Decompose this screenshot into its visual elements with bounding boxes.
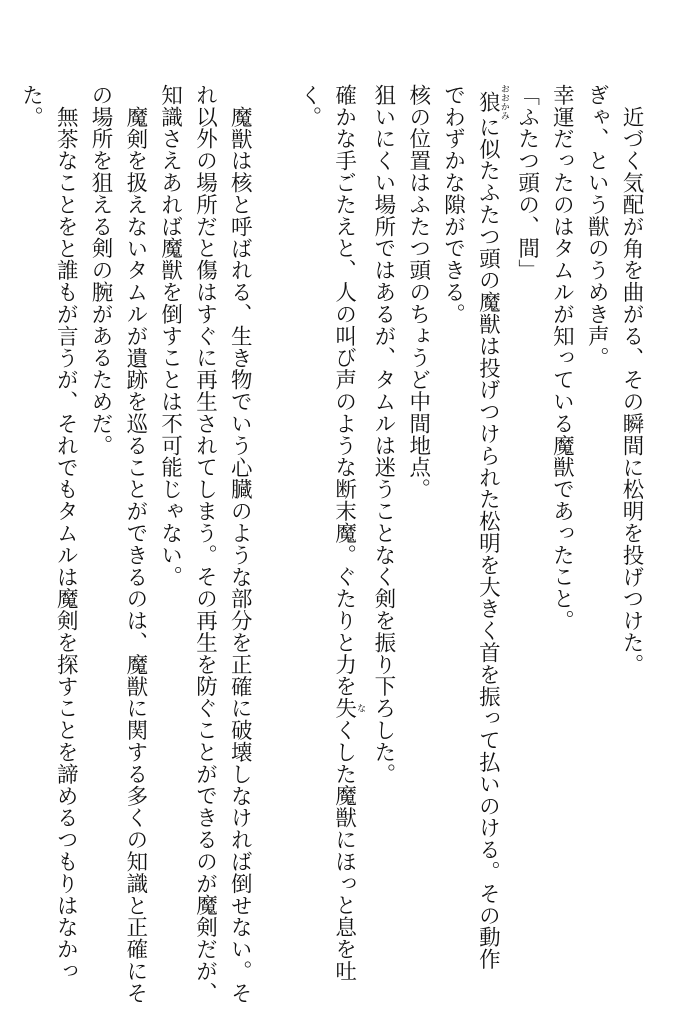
ruby-lose <box>331 697 366 720</box>
text-line-1: 近づく気配が角を曲がる、その瞬間に松明を投げつけた。 <box>619 105 644 675</box>
text-line-3: 幸運だったのはタムルが知っている魔獣であったこと。 <box>549 84 575 632</box>
text-line-6: でわずかな隙ができる。 <box>440 84 466 325</box>
ruby-reading-wolf: おおかみ <box>498 84 509 120</box>
ruby-wolf <box>475 84 509 120</box>
text-line-5 <box>470 84 509 984</box>
text-line-9-start: 確かな手ごたえと、人の叫び声のような断末魔。ぐたりと力を <box>331 84 357 698</box>
text-line-12: 魔獣は核と呼ばれる、生き物でいう心臓のような部分を正確に破壊しなければ倒せない。そ <box>227 105 253 1004</box>
ruby-reading-lose: な <box>355 697 366 720</box>
text-line-15: 魔剣を扱えないタムルが遺跡を巡ることができるのは、魔獣に関する多くの知識と正確にそ <box>122 105 148 1004</box>
text-line-14: 知識さえあれば魔獣を倒すことは不可能じゃない。 <box>157 84 183 588</box>
text-line-9-end: くした魔獣にほっと息を吐 <box>331 719 357 982</box>
text-line-17: 無茶なことをと誰もが言うが、それでもタムルは魔剣を探すことを諦めるつもりはなかっ <box>53 105 79 982</box>
text-line-8: 狙いにくい場所ではあるが、タムルは迷うことなく剣を振り下ろした。 <box>370 84 396 785</box>
text-line-5-rest: に似たふたつ頭の魔獣は投げつけられた松明を大きく首を振って払いのける。その動作 <box>475 116 501 971</box>
text-line-16: の場所を狙える剣の腕があるためだ。 <box>88 84 114 457</box>
text-line-9 <box>326 84 365 984</box>
text-line-7: 核の位置はふたつ頭のちょうど中間地点。 <box>405 84 431 501</box>
text-line-4: 「ふたつ頭の、間」 <box>514 84 540 282</box>
text-line-18: た。 <box>18 84 44 128</box>
text-line-13: れ以外の場所だと傷はすぐに再生されてしまう。その再生を防ぐことができるのが魔剣だが、 <box>192 84 218 1004</box>
text-line-2: ぎゃ、という獣のうめき声。 <box>584 84 610 369</box>
text-line-10: く。 <box>296 84 322 128</box>
vertical-text-block <box>13 84 648 1004</box>
ruby-base-wolf: 狼 <box>475 84 501 120</box>
blank-line <box>256 84 291 984</box>
ruby-base-lose: 失 <box>331 697 357 720</box>
